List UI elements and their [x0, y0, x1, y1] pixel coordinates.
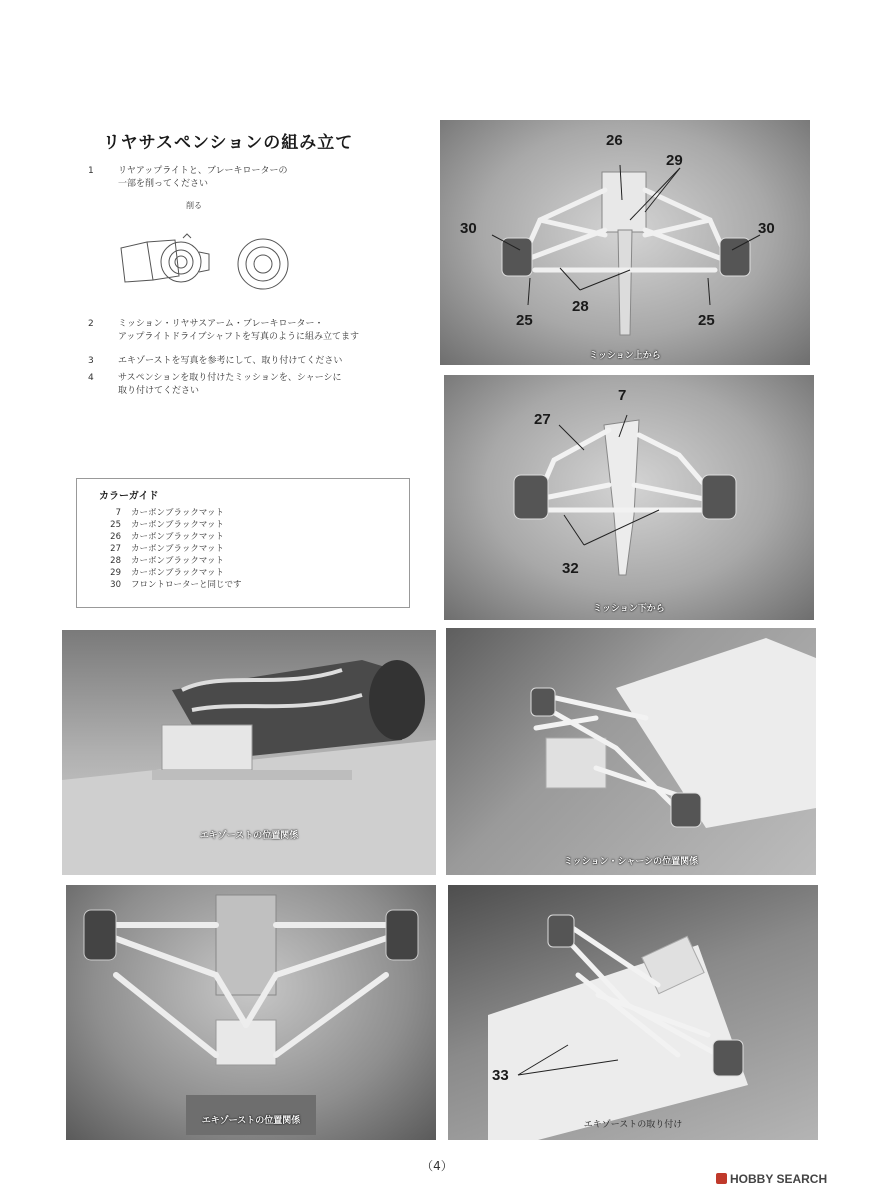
- suspension-illustration: [440, 120, 810, 365]
- exhaust-rear-illustration: [66, 885, 436, 1140]
- photo-exhaust-side: [62, 630, 436, 875]
- part-color: カーボンブラックマット: [131, 508, 224, 518]
- part-number: 27: [110, 544, 121, 554]
- step-3: [88, 355, 428, 369]
- photo-caption: エキゾーストの位置関係: [201, 1116, 301, 1126]
- photo-exhaust-install: [448, 885, 818, 1140]
- section-title: リヤサスペンションの組み立て: [103, 133, 354, 153]
- step-number: 2: [88, 319, 94, 329]
- part-color: フロントローターと同じです: [131, 580, 242, 590]
- part-number: 25: [110, 520, 121, 530]
- part-number: 7: [115, 508, 121, 518]
- part-label-28: 28: [572, 298, 589, 315]
- color-guide-title: カラーガイド: [99, 491, 159, 502]
- part-label-27: 27: [534, 411, 551, 428]
- part-number: 30: [110, 580, 121, 590]
- step-text: リヤアップライトと、ブレーキローターの 一部を削ってください: [118, 166, 288, 189]
- step-number: 1: [88, 166, 94, 176]
- step-1: [88, 165, 408, 193]
- part-label-30-left: 30: [460, 220, 477, 237]
- exhaust-install-illustration: [448, 885, 818, 1140]
- photo-transmission-chassis: [446, 628, 816, 875]
- step-2: [88, 318, 428, 346]
- photo-caption: エキゾーストの取り付け: [583, 1120, 683, 1130]
- photo-caption: ミッション下から: [593, 604, 665, 614]
- color-guide-row: [97, 506, 224, 518]
- part-color: カーボンブラックマット: [131, 544, 224, 554]
- color-guide-row: [97, 578, 242, 590]
- part-label-7: 7: [618, 387, 627, 404]
- step-4: [88, 372, 428, 400]
- part-label-25-left: 25: [516, 312, 533, 329]
- part-label-33: 33: [492, 1067, 509, 1084]
- photo-transmission-top: [440, 120, 810, 365]
- step-text: サスペンションを取り付けたミッションを、シャーシに 取り付けてください: [118, 373, 342, 396]
- brake-rotor-cut-diagram: [113, 232, 303, 297]
- cut-label: 削る: [186, 201, 202, 210]
- part-label-26: 26: [606, 132, 623, 149]
- photo-caption: ミッション上から: [589, 351, 661, 361]
- color-guide-row: [97, 518, 224, 530]
- part-number: 29: [110, 568, 121, 578]
- photo-caption: ミッション・シャーシの位置関係: [563, 857, 699, 867]
- color-guide-box: [76, 478, 410, 608]
- watermark-text: HOBBY SEARCH: [730, 1172, 828, 1186]
- color-guide-row: [97, 542, 224, 554]
- part-color: カーボンブラックマット: [131, 568, 224, 578]
- step-text: ミッション・リヤサスアーム・ブレーキローター・ アップライトドライブシャフトを写真のように組み立てます: [118, 319, 360, 342]
- step-text: エキゾーストを写真を参考にして、取り付けてください: [118, 356, 343, 366]
- part-label-29: 29: [666, 152, 683, 169]
- chassis-illustration: [446, 628, 816, 875]
- part-number: 26: [110, 532, 121, 542]
- part-label-30-right: 30: [758, 220, 775, 237]
- step-number: 4: [88, 373, 94, 383]
- part-color: カーボンブラックマット: [131, 532, 224, 542]
- part-label-32: 32: [562, 560, 579, 577]
- watermark: [716, 1172, 827, 1186]
- part-number: 28: [110, 556, 121, 566]
- color-guide-row: [97, 530, 224, 542]
- hobby-search-logo-icon: [716, 1173, 727, 1184]
- photo-exhaust-rear: [66, 885, 436, 1140]
- part-color: カーボンブラックマット: [131, 520, 224, 530]
- suspension-illustration: [444, 375, 814, 620]
- color-guide-row: [97, 566, 224, 578]
- color-guide-row: [97, 554, 224, 566]
- photo-caption: エキゾーストの位置関係: [199, 831, 299, 841]
- part-label-25-right: 25: [698, 312, 715, 329]
- part-color: カーボンブラックマット: [131, 556, 224, 566]
- page-number: （4）: [421, 1159, 453, 1173]
- step-number: 3: [88, 356, 94, 366]
- photo-transmission-bottom: [444, 375, 814, 620]
